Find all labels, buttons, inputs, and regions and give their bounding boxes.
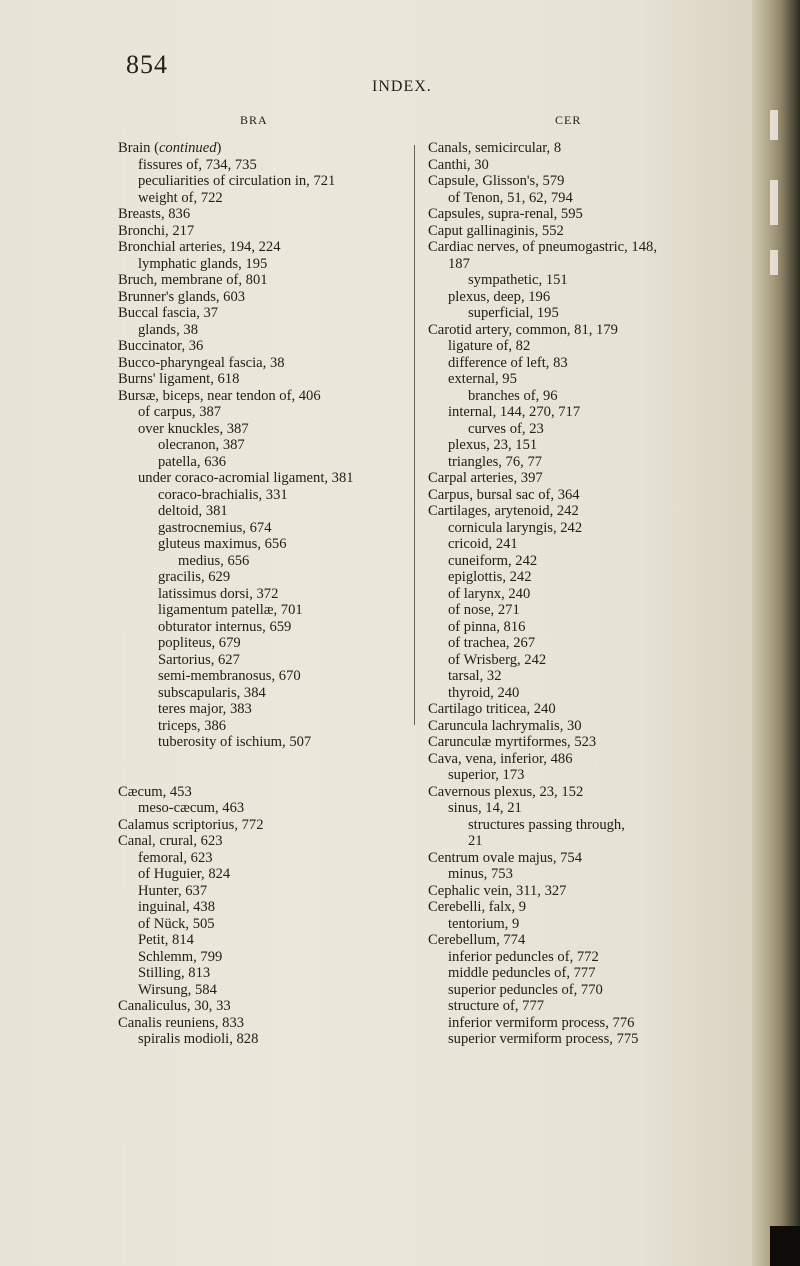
index-entry: [428, 322, 746, 339]
index-entry: [118, 635, 408, 652]
index-entry-text: popliteus, 679: [158, 635, 241, 651]
index-entry-text: superficial, 195: [468, 305, 559, 321]
index-entry: [118, 322, 408, 339]
index-entry-text: triangles, 76, 77: [448, 453, 543, 470]
index-entry-text: weight of, 722: [138, 189, 223, 206]
index-entry-text: Bruch, membrane of, 801: [118, 272, 268, 288]
index-entry: [428, 932, 746, 949]
index-entry: [118, 140, 408, 157]
page-number: 854: [126, 50, 168, 79]
index-entry: [118, 239, 408, 256]
index-entry: [118, 536, 408, 553]
index-entry: [428, 371, 746, 388]
index-entry: [428, 272, 746, 289]
index-entry-text: Cartilages, arytenoid, 242: [428, 503, 579, 519]
index-entry: [118, 1031, 408, 1048]
index-entry-text: Canals, semicircular, 8: [428, 140, 562, 156]
index-entry-text: triceps, 386: [158, 717, 227, 734]
index-entry: [428, 751, 746, 768]
index-entry: [428, 602, 746, 619]
index-entry: [428, 668, 746, 685]
index-entry: [428, 899, 746, 916]
index-entry: [428, 157, 746, 174]
index-entry-text: Petit, 814: [138, 932, 194, 948]
index-entry: [118, 949, 408, 966]
index-entry: [428, 817, 746, 834]
index-entry-text: Carunculæ myrtiformes, 523: [428, 734, 597, 750]
index-entry: [428, 421, 746, 438]
index-entry: [428, 949, 746, 966]
index-entry-text: tentorium, 9: [448, 915, 520, 932]
index-entry-text: gluteus maximus, 656: [158, 536, 287, 552]
index-entry: [428, 1031, 746, 1048]
index-entry: [118, 668, 408, 685]
index-entry: [118, 652, 408, 669]
index-entry-text: inferior peduncles of, 772: [448, 948, 599, 965]
index-entry: [118, 223, 408, 240]
index-entry: [428, 635, 746, 652]
index-entry: [428, 982, 746, 999]
index-entry-text: epiglottis, 242: [448, 569, 532, 585]
index-entry-tail: ): [216, 140, 222, 156]
index-entry-text: cricoid, 241: [448, 536, 518, 552]
index-entry-text: structures passing through,: [468, 816, 625, 833]
index-entry-text: Bronchi, 217: [118, 222, 195, 239]
index-entry-text: Bronchial arteries, 194, 224: [118, 239, 281, 255]
index-entry-text: meso-cæcum, 463: [138, 800, 245, 816]
index-entry: [118, 470, 408, 487]
index-entry-text: peculiarities of circulation in, 721: [138, 173, 336, 189]
index-entry: [428, 206, 746, 223]
index-entry: [428, 619, 746, 636]
index-entry: [118, 272, 408, 289]
index-entry: [118, 355, 408, 372]
index-entry: [428, 404, 746, 421]
index-entry: [118, 784, 408, 801]
index-entry-text: Caruncula lachrymalis, 30: [428, 717, 582, 734]
index-entry-text: Burns' ligament, 618: [118, 371, 240, 387]
index-entry: [428, 800, 746, 817]
index-entry: [118, 404, 408, 421]
index-entry: [118, 206, 408, 223]
index-entry: [118, 256, 408, 273]
column-divider: [414, 145, 415, 725]
index-entry: [428, 223, 746, 240]
index-entry-text: glands, 38: [138, 321, 198, 338]
index-entry: [118, 553, 408, 570]
index-entry-text: of Huguier, 824: [138, 866, 231, 882]
index-entry-text: femoral, 623: [138, 849, 213, 866]
left-column-heading: BRA: [240, 113, 268, 127]
index-entry: [428, 536, 746, 553]
index-entry-text: difference of left, 83: [448, 354, 568, 371]
index-entry-text: teres major, 383: [158, 701, 252, 717]
index-entry: [118, 718, 408, 735]
index-entry-text: spiralis modioli, 828: [138, 1031, 259, 1047]
index-entry: [428, 173, 746, 190]
index-entry: [428, 437, 746, 454]
index-entry-text: of larynx, 240: [448, 585, 531, 602]
index-entry: [428, 140, 746, 157]
index-entry-text: Caput gallinaginis, 552: [428, 222, 564, 239]
index-entry: [118, 932, 408, 949]
index-entry-text: thyroid, 240: [448, 684, 520, 701]
index-entry-text: under coraco-acromial ligament, 381: [138, 470, 354, 486]
index-entry: [118, 850, 408, 867]
index-entry: [428, 685, 746, 702]
index-entry: [118, 965, 408, 982]
index-entry-text: gastrocnemius, 674: [158, 519, 272, 536]
index-entry-text: latissimus dorsi, 372: [158, 585, 279, 602]
index-entry: [428, 883, 746, 900]
index-entry-text: Brain (: [118, 140, 159, 156]
index-entry-text: gracilis, 629: [158, 569, 231, 585]
index-entry: [118, 602, 408, 619]
index-entry-text: Cartilago triticea, 240: [428, 701, 556, 717]
index-entry-text: of Tenon, 51, 62, 794: [448, 189, 573, 206]
index-entry: [428, 998, 746, 1015]
index-entry: [118, 833, 408, 850]
index-entry: [118, 817, 408, 834]
index-entry: [118, 685, 408, 702]
index-entry: [118, 338, 408, 355]
index-entry-text: of pinna, 816: [448, 618, 526, 635]
index-entry: [118, 305, 408, 322]
index-entry-text: inguinal, 438: [138, 899, 216, 915]
page-edge: [752, 0, 800, 1266]
index-entry-text: of carpus, 387: [138, 404, 222, 420]
index-entry-text: Canalis reuniens, 833: [118, 1014, 245, 1031]
index-entry-text: Stilling, 813: [138, 965, 211, 981]
index-entry-text: olecranon, 387: [158, 437, 245, 453]
index-entry-text: Canaliculus, 30, 33: [118, 998, 231, 1014]
index-entry: [118, 503, 408, 520]
index-entry-italic: continued: [158, 140, 217, 156]
index-entry: [428, 586, 746, 603]
index-entry-text: ligature of, 82: [448, 338, 531, 354]
index-entry: [118, 437, 408, 454]
index-entry: [428, 355, 746, 372]
left-index-column: [118, 140, 408, 1048]
index-entry: [428, 503, 746, 520]
index-entry: [428, 833, 746, 850]
index-entry: [428, 784, 746, 801]
index-entry: [428, 850, 746, 867]
index-entry-text: Cava, vena, inferior, 486: [428, 750, 573, 767]
index-entry: [428, 454, 746, 471]
index-entry: [428, 305, 746, 322]
index-entry-text: internal, 144, 270, 717: [448, 404, 581, 420]
index-entry-text: Cæcum, 453: [118, 783, 192, 800]
index-entry: [118, 883, 408, 900]
index-entry: [118, 916, 408, 933]
index-entry-text: Breasts, 836: [118, 206, 191, 222]
index-entry-text: over knuckles, 387: [138, 420, 249, 437]
index-entry-text: curves of, 23: [468, 420, 544, 437]
index-entry-text: superior peduncles of, 770: [448, 981, 603, 998]
index-entry-text: ligamentum patellæ, 701: [158, 602, 303, 618]
index-entry: [118, 899, 408, 916]
index-entry-text: Buccinator, 36: [118, 338, 204, 354]
index-entry: [118, 388, 408, 405]
index-entry-text: 21: [468, 833, 483, 849]
index-entry: [118, 173, 408, 190]
index-entry-text: Carpus, bursal sac of, 364: [428, 486, 580, 503]
index-entry-text: Cardiac nerves, of pneumogastric, 148,: [428, 239, 657, 255]
index-entry-text: of trachea, 267: [448, 635, 536, 651]
index-entry-text: Capsules, supra-renal, 595: [428, 206, 583, 222]
index-entry-text: middle peduncles of, 777: [448, 965, 596, 981]
index-entry-text: Cephalic vein, 311, 327: [428, 882, 567, 899]
index-entry: [118, 586, 408, 603]
index-entry: [428, 190, 746, 207]
index-entry: [428, 701, 746, 718]
index-entry-text: Cerebelli, falx, 9: [428, 899, 527, 915]
index-entry-text: obturator internus, 659: [158, 618, 292, 635]
index-entry-text: minus, 753: [448, 866, 513, 882]
index-entry: [118, 520, 408, 537]
index-entry: [428, 1015, 746, 1032]
index-entry-text: Cerebellum, 774: [428, 932, 526, 948]
index-entry-text: coraco-brachialis, 331: [158, 486, 288, 503]
index-entry: [428, 965, 746, 982]
index-entry-text: plexus, deep, 196: [448, 288, 551, 305]
index-entry-text: Buccal fascia, 37: [118, 305, 219, 321]
index-entry-text: Capsule, Glisson's, 579: [428, 173, 565, 189]
index-entry-text: Bursæ, biceps, near tendon of, 406: [118, 387, 321, 404]
index-entry: [118, 487, 408, 504]
index-entry-text: 187: [448, 255, 470, 272]
index-entry: [428, 718, 746, 735]
index-entry-text: cornicula laryngis, 242: [448, 519, 583, 536]
index-entry: [118, 866, 408, 883]
index-entry: [428, 734, 746, 751]
index-entry-text: lymphatic glands, 195: [138, 255, 268, 272]
right-index-column: [428, 140, 746, 1048]
index-entry: [428, 289, 746, 306]
index-entry: [118, 1015, 408, 1032]
index-entry-text: of Wrisberg, 242: [448, 651, 547, 668]
index-entry-text: structure of, 777: [448, 998, 545, 1014]
entry-spacer: [118, 751, 408, 768]
index-entry-text: Bucco-pharyngeal fascia, 38: [118, 354, 285, 371]
index-entry-text: Carotid artery, common, 81, 179: [428, 321, 618, 338]
index-entry: [428, 569, 746, 586]
index-entry-text: of nose, 271: [448, 602, 520, 618]
index-entry-text: patella, 636: [158, 453, 227, 470]
index-entry-text: tuberosity of ischium, 507: [158, 734, 312, 750]
index-entry: [428, 487, 746, 504]
index-entry-text: Canal, crural, 623: [118, 833, 223, 849]
index-entry-text: superior, 173: [448, 767, 525, 783]
index-entry-text: Sartorius, 627: [158, 651, 240, 668]
index-entry-text: fissures of, 734, 735: [138, 156, 257, 173]
index-entry: [428, 652, 746, 669]
right-column-heading: CER: [555, 113, 582, 127]
index-entry-text: cuneiform, 242: [448, 552, 538, 569]
index-entry: [118, 800, 408, 817]
index-entry-text: Schlemm, 799: [138, 948, 223, 965]
index-entry: [118, 982, 408, 999]
index-entry-text: medius, 656: [178, 552, 250, 569]
entry-spacer: [118, 767, 408, 784]
index-entry-text: Carpal arteries, 397: [428, 470, 543, 486]
index-entry-text: Brunner's glands, 603: [118, 288, 246, 305]
index-entry: [428, 866, 746, 883]
running-head: INDEX.: [372, 78, 432, 95]
index-entry-text: inferior vermiform process, 776: [448, 1014, 635, 1031]
index-entry-text: sympathetic, 151: [468, 272, 568, 288]
index-entry-text: Cavernous plexus, 23, 152: [428, 783, 584, 800]
index-entry-text: tarsal, 32: [448, 668, 502, 684]
index-entry-text: branches of, 96: [468, 387, 558, 404]
index-entry: [428, 239, 746, 256]
index-entry-text: Centrum ovale majus, 754: [428, 849, 583, 866]
index-entry-text: Canthi, 30: [428, 156, 489, 173]
index-entry: [428, 553, 746, 570]
index-entry: [118, 190, 408, 207]
index-entry: [428, 767, 746, 784]
index-entry: [428, 916, 746, 933]
index-entry: [428, 338, 746, 355]
index-entry: [118, 371, 408, 388]
index-entry: [118, 998, 408, 1015]
index-entry: [118, 421, 408, 438]
index-entry-text: subscapularis, 384: [158, 684, 266, 701]
index-entry-text: Hunter, 637: [138, 882, 208, 899]
index-entry-text: semi-membranosus, 670: [158, 668, 301, 684]
index-entry: [428, 470, 746, 487]
index-entry: [428, 520, 746, 537]
index-entry-text: of Nück, 505: [138, 915, 215, 932]
index-entry-text: plexus, 23, 151: [448, 437, 538, 453]
index-entry: [118, 734, 408, 751]
index-entry-text: deltoid, 381: [158, 503, 228, 519]
index-entry: [118, 619, 408, 636]
index-entry: [118, 569, 408, 586]
index-entry-text: external, 95: [448, 371, 517, 387]
index-entry: [118, 701, 408, 718]
index-entry-text: Calamus scriptorius, 772: [118, 816, 264, 833]
index-entry: [118, 157, 408, 174]
index-entry-text: superior vermiform process, 775: [448, 1031, 639, 1047]
index-entry: [428, 388, 746, 405]
index-entry: [118, 454, 408, 471]
index-entry: [118, 289, 408, 306]
index-entry-text: Wirsung, 584: [138, 981, 217, 998]
index-entry: [428, 256, 746, 273]
index-entry-text: sinus, 14, 21: [448, 800, 522, 816]
